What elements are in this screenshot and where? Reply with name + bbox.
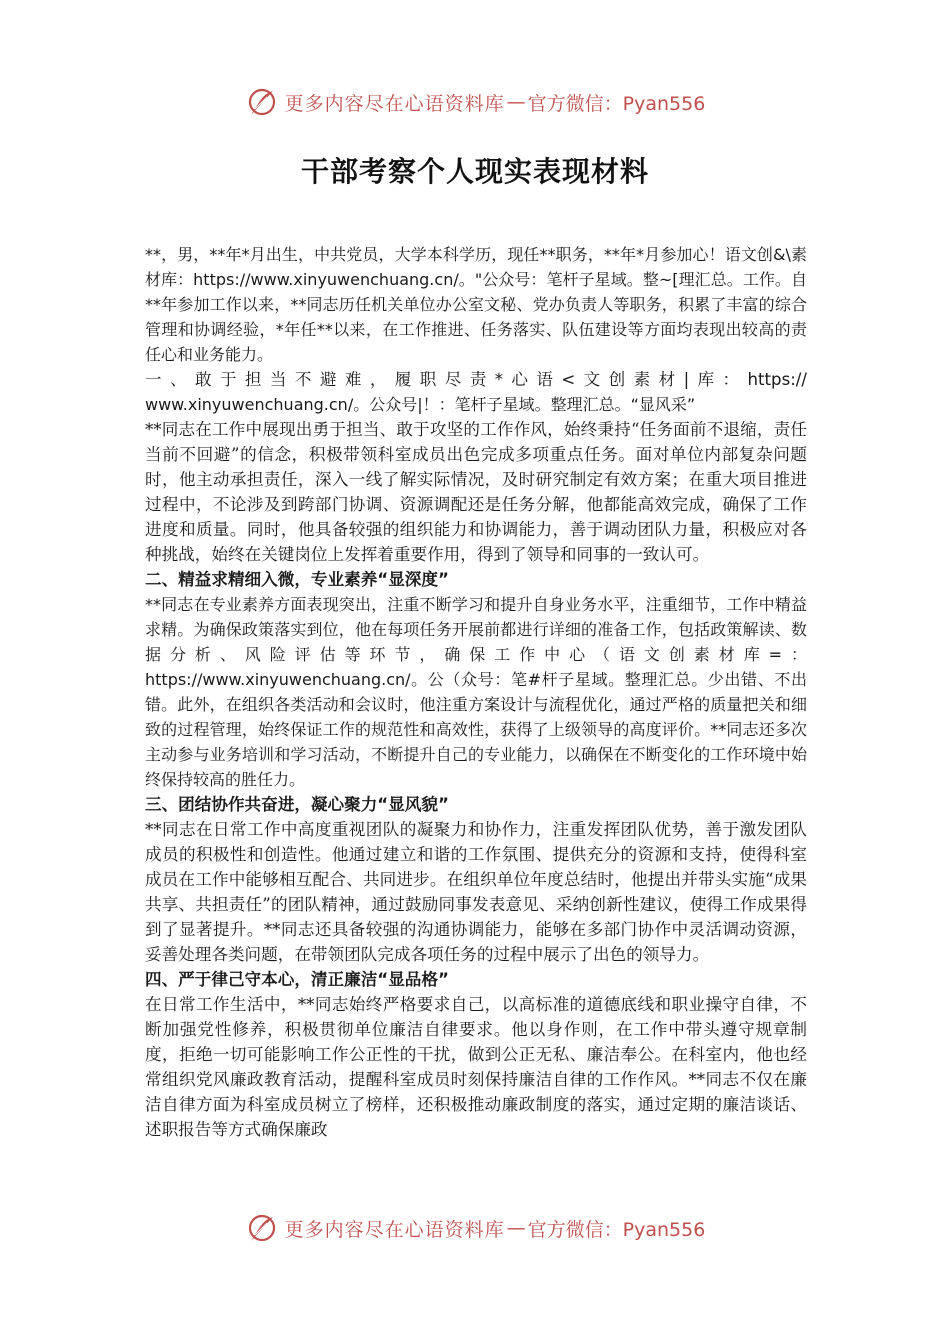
section3-body: **同志在日常工作中高度重视团队的凝聚力和协作力，注重发挥团队优势，善于激发团队成员的积极性和创造性。他通过建立和谐的工作氛围、提供充分的资源和支持，使得科室成员在工作中能够相互配合、共同进步。在组织单位年度总结时，他提出并带头实施“成果共享、共担责任”的团队精神，通过鼓励同事发表意见、采纳创新性建议，使得工作成果得到了显著提升。**同志还具备较强的沟通协调能力，能够在多部门协作中灵活调动资源，妥善处理各类问题，在带领团队完成各项任务的过程中展示了出色的领导力。	[145, 820, 807, 964]
section4-heading: 四、严于律己守本心，清正廉洁“显品格”	[145, 970, 449, 989]
section1-heading-line2: www.xinyuwenchuang.cn/。公众号|！：笔杆子星域。整理汇总。“显风采”	[145, 395, 696, 414]
feather-pen-icon	[245, 1211, 279, 1245]
section1-body: **同志在工作中展现出勇于担当、敢于攻坚的工作作风，始终秉持“任务面前不退缩，责任当前不回避”的信念，积极带领科室成员出色完成多项重点任务。面对单位内部复杂问题时，他主动承担责任，深入一线了解实际情况，及时研究制定有效方案；在重大项目推进过程中，不论涉及到跨部门协调、资源调配还是任务分解，他都能高效完成，确保了工作进度和质量。同时，他具备较强的组织能力和协调能力，善于调动团队力量，积极应对各种挑战，始终在关键岗位上发挥着重要作用，得到了领导和同事的一致认可。	[145, 420, 807, 564]
banner-text: 更多内容尽在心语资料库	[284, 1218, 505, 1241]
banner-separator: —	[506, 91, 526, 113]
intro-paragraph: **，男，**年*月出生，中共党员，大学本科学历，现任**职务，**年*月参加心！语文创&\素材库：https://www.xinyuwenchuang.cn/。"公众号：笔杆子星域。整~[理汇总。工作。自**年参加工作以来，**同志历任机关单位办公室文秘、党办负责人等职务，积累了丰富的综合管理和协调经验，*年任**以来，在工作推进、任务落实、队伍建设等方面均表现出较高的责任心和业务能力。	[145, 245, 807, 364]
banner-wechat: 官方微信：Pyan556	[527, 1218, 706, 1241]
document-body	[145, 242, 807, 1142]
section2-body: **同志在专业素养方面表现突出，注重不断学习和提升自身业务水平，注重细节，工作中精益求精。为确保政策落实到位，他在每项任务开展前都进行详细的准备工作，包括政策解读、数据分析、风险评估等环节，确保工作中心（语文创素材库=：https://www.xinyuwenchuang.cn/。公（众号：笔#杆子星域。整理汇总。少出错、不出错。此外，在组织各类活动和会议时，他注重方案设计与流程优化，通过严格的质量把关和细致的过程管理，始终保证工作的规范性和高效性，获得了上级领导的高度评价。**同志还多次主动参与业务培训和学习活动，不断提升自己的专业能力，以确保在不断变化的工作环境中始终保持较高的胜任力。	[145, 595, 807, 789]
header-banner	[0, 82, 950, 122]
footer-banner	[0, 1208, 950, 1248]
banner-text: 更多内容尽在心语资料库	[284, 92, 505, 115]
section2-heading: 二、精益求精细入微，专业素养“显深度”	[145, 570, 449, 589]
section3-heading: 三、团结协作共奋进，凝心聚力“显风貌”	[145, 795, 449, 814]
section1-heading-line1: 一、敢于担当不避难，履职尽责*心语<文创素材|库：https://	[145, 370, 807, 389]
feather-pen-icon	[245, 85, 279, 119]
document-title: 干部考察个人现实表现材料	[300, 155, 649, 188]
section4-body: 在日常工作生活中，**同志始终严格要求自己，以高标准的道德底线和职业操守自律，不断加强党性修养，积极贯彻单位廉洁自律要求。他以身作则，在工作中带头遵守规章制度，拒绝一切可能影响工作公正性的干扰，做到公正无私、廉洁奉公。在科室内，他也经常组织党风廉政教育活动，提醒科室成员时刻保持廉洁自律的工作作风。**同志不仅在廉洁自律方面为科室成员树立了榜样，还积极推动廉政制度的落实，通过定期的廉洁谈话、述职报告等方式确保廉政	[145, 995, 807, 1139]
banner-separator: —	[506, 1217, 526, 1239]
banner-wechat: 官方微信：Pyan556	[527, 92, 706, 115]
